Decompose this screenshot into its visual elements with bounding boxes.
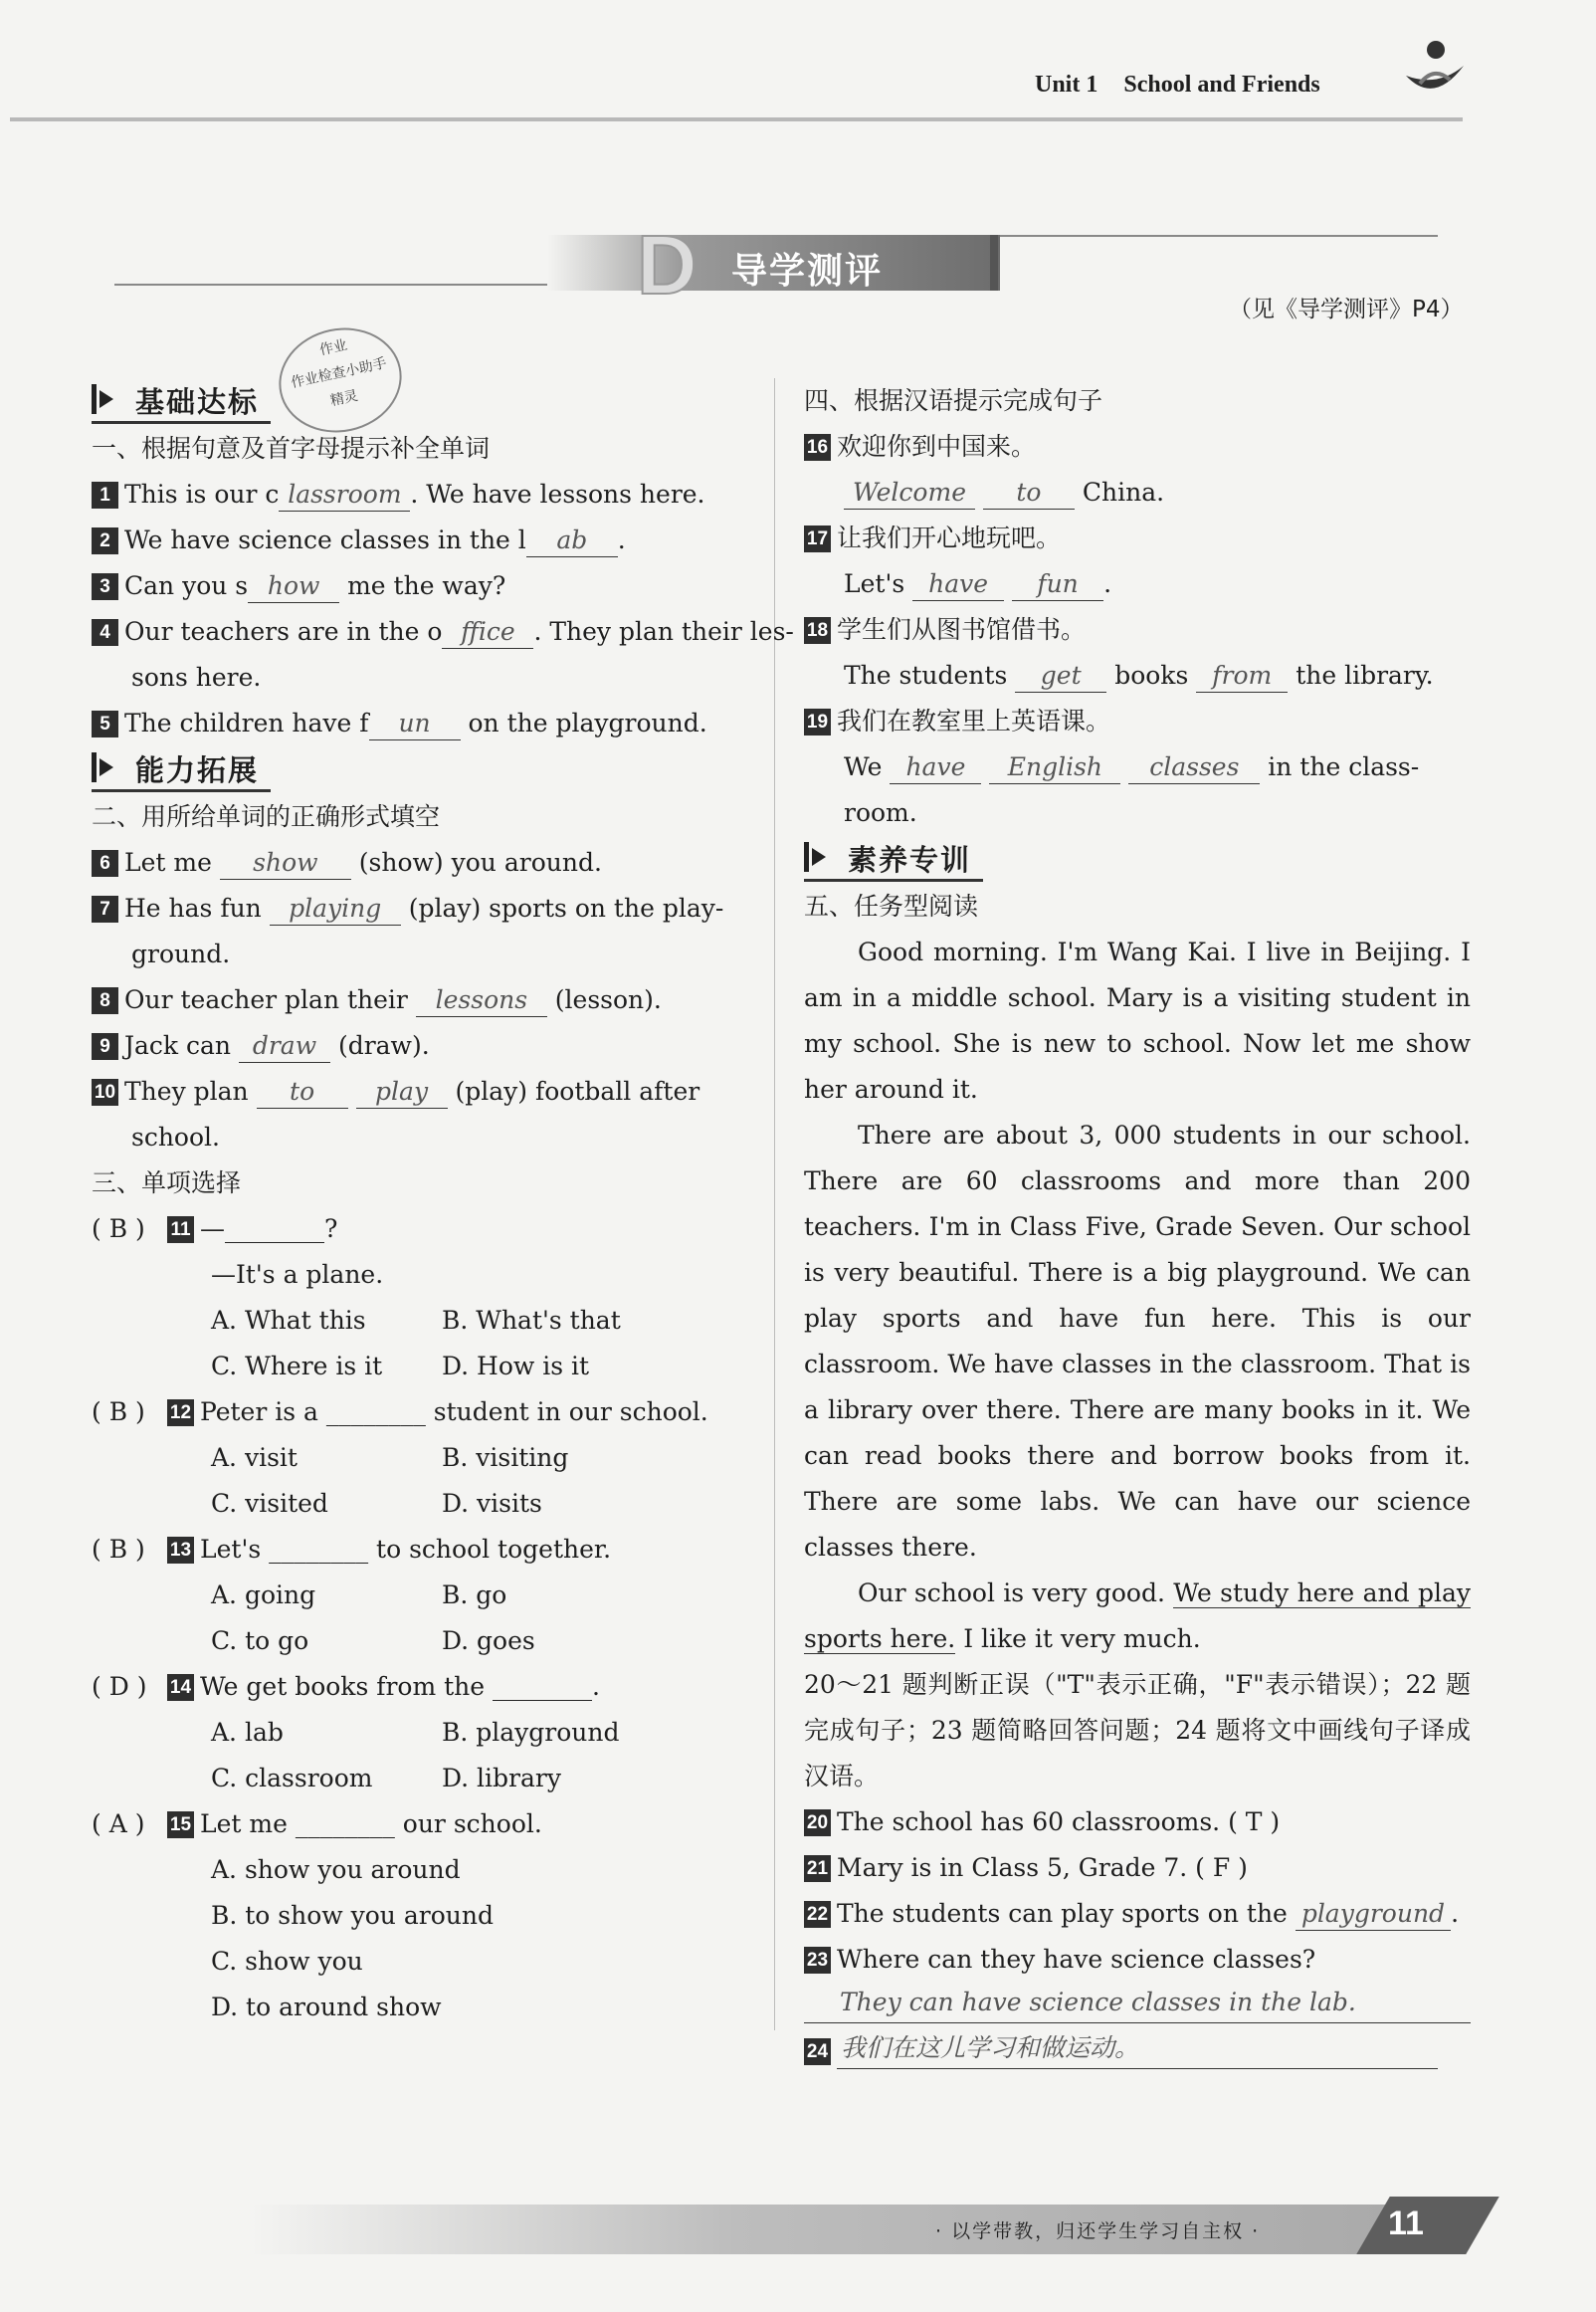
option-b[interactable]: B. visiting [442,1443,569,1472]
answer-blank[interactable]: show [220,847,351,880]
page-number-tab [1356,2197,1498,2254]
question-text-continued: sons here. [131,663,262,692]
answer-blank[interactable]: to [983,477,1075,510]
question-text: (lesson). [554,985,662,1014]
question-24 [804,2028,1471,2074]
question-14 [92,1664,758,1710]
question-text: We have science classes in the l [124,525,526,554]
question-7 [92,886,758,932]
question-number: 17 [804,525,831,552]
question-6 [92,840,758,886]
answer-blank[interactable]: classes [1128,751,1260,784]
question-text: me the way? [347,571,506,600]
paragraph-text: I like it very much. [963,1624,1201,1653]
banner-rule-right [1000,235,1438,237]
answer-blank[interactable]: lessons [416,984,547,1017]
question-3 [92,563,758,609]
option-a[interactable]: A. show you around [211,1855,461,1884]
question-number: 20 [804,1809,831,1836]
question-text: Where can they have science classes? [837,1945,1316,1974]
choice-answer: ( B ) [92,1214,145,1243]
question-text: (play) sports on the play- [408,894,724,923]
stamp-top: 作业 [317,336,349,359]
option-a[interactable]: A. visit [211,1443,298,1472]
options-row [92,1756,758,1801]
question-text: The school has 60 classrooms. [837,1807,1221,1836]
question-text: Let me [124,848,212,877]
question-22 [804,1891,1471,1937]
question-text: Our teacher plan their [124,985,408,1014]
answer-blank[interactable]: Welcome [844,477,975,510]
options-row [92,1481,758,1527]
question-text: The children have f [124,709,369,737]
option-c[interactable]: C. classroom [211,1764,373,1792]
question-text: (draw). [337,1031,430,1060]
section-underline [804,879,983,882]
question-text: the library. [1296,661,1434,690]
option-c[interactable]: C. show you [211,1947,363,1976]
option-a[interactable]: A. lab [211,1718,284,1747]
answer-blank[interactable]: from [1196,660,1288,693]
question-text: . [1451,1899,1460,1928]
question-number: 19 [804,709,831,736]
answer-blank[interactable]: ab [526,525,618,557]
question-18-answer [804,653,1471,699]
option-d[interactable]: D. goes [442,1626,535,1655]
question-number: 3 [92,573,118,600]
reading-paragraph-3 [804,1571,1471,1662]
answer-blank[interactable]: draw [239,1030,330,1063]
choice-answer: ( B ) [92,1535,145,1564]
option-d[interactable]: D. visits [442,1489,542,1518]
unit-label: Unit 1 [1035,72,1098,98]
question-number: 10 [92,1079,118,1106]
question-text: Mary is in Class 5, Grade 7. [837,1853,1188,1882]
section-basic [92,378,758,426]
question-text: He has fun [124,894,262,923]
section-arrow-icon [92,384,120,414]
question-number: 9 [92,1033,118,1060]
question-number: 8 [92,987,118,1014]
left-column [92,378,794,2030]
question-text: The students [844,661,1008,690]
unit-name: School and Friends [1123,72,1320,98]
question-number: 6 [92,850,118,877]
question-text: We [844,752,883,781]
part-heading: 五、任务型阅读 [804,892,979,921]
question-number: 12 [167,1399,194,1426]
question-number: 22 [804,1901,831,1928]
answer-blank[interactable]: fun [1012,568,1103,601]
question-text: Can you s [124,571,249,600]
question-text: The students can play sports on the [837,1899,1288,1928]
section-title: 基础达标 [135,385,260,419]
task-instructions: 20～21 题判断正误（"T"表示正确，"F"表示错误）；22 题完成句子；23 题简略回答问题；24 题将文中画线句子译成汉语。 [804,1670,1471,1790]
section-underline [92,789,271,792]
answer-blank[interactable]: get [1015,660,1106,693]
question-text: They plan [124,1077,249,1106]
answer-blank[interactable]: have [912,568,1004,601]
option-b[interactable]: B. playground [442,1718,620,1747]
part-heading: 四、根据汉语提示完成句子 [804,386,1103,415]
options-row [92,1298,758,1344]
question-text-continued: school. [131,1123,220,1152]
answer-line[interactable]: They can have science classes in the lab. [804,1983,1471,2023]
question-number: 14 [167,1674,194,1701]
judgment-answer[interactable]: ( T ) [1228,1807,1281,1836]
option-b[interactable]: B. to show you around [211,1901,494,1930]
question-text: on the playground. [468,709,707,737]
question-text: —________? [200,1214,338,1243]
option-b[interactable]: B. What's that [442,1306,621,1335]
option-d[interactable]: D. library [442,1764,561,1792]
question-13 [92,1527,758,1573]
question-text: —It's a plane. [211,1260,384,1289]
part-heading: 三、单项选择 [92,1168,242,1197]
part-heading: 一、根据句意及首字母提示补全单词 [92,434,491,463]
question-text: We get books from the ________. [200,1672,600,1701]
footer-slogan: · 以学带教，归还学生学习自主权 · [935,2220,1261,2242]
option-d[interactable]: D. How is it [442,1352,590,1380]
question-number: 4 [92,619,118,646]
stamp-bottom: 精灵 [328,387,360,410]
question-number: 24 [804,2038,831,2065]
answer-blank[interactable]: have [890,751,981,784]
section-arrow-icon [92,752,120,782]
answer-blank[interactable]: play [356,1076,448,1109]
part-heading: 二、用所给单词的正确形式填空 [92,802,441,831]
question-text: . [617,525,626,554]
option-c[interactable]: C. visited [211,1489,328,1518]
paragraph-text: Our school is very good. [858,1578,1165,1607]
question-23 [804,1937,1471,1983]
question-number: 2 [92,527,118,554]
section-title: 能力拓展 [135,753,260,787]
question-text: China. [1082,478,1165,507]
question-9 [92,1023,758,1069]
banner-title: 导学测评 [731,251,884,292]
page-number: 11 [1388,2205,1424,2242]
question-number: 23 [804,1947,831,1974]
question-16 [804,424,1471,470]
section-title: 素养专训 [848,843,972,877]
question-10 [92,1069,758,1115]
option-c[interactable]: C. Where is it [211,1352,383,1380]
question-text: Peter is a ________ student in our school. [200,1397,708,1426]
question-text: Let's [844,569,905,598]
question-number: 11 [167,1216,194,1243]
option-b[interactable]: B. go [442,1580,507,1609]
question-23-answer [804,1983,1471,2028]
chinese-prompt: 让我们开心地玩吧。 [837,524,1062,552]
options-row [92,1710,758,1756]
judgment-answer[interactable]: ( F ) [1195,1853,1248,1882]
page-header [10,60,1463,121]
answer-line[interactable]: 我们在这儿学习和做运动。 [837,2028,1438,2069]
underlined-sentence: We study here and play sports here. [804,1578,1471,1653]
question-number: 7 [92,896,118,923]
reference-note: （见《导学测评》P4） [1229,297,1464,322]
question-text: (play) football after [455,1077,700,1106]
question-text-continued: room. [844,798,917,827]
chinese-prompt: 欢迎你到中国来。 [837,432,1037,461]
question-20 [804,1799,1471,1845]
question-number: 13 [167,1537,194,1564]
question-16-answer [804,470,1471,516]
question-text: . They plan their les- [533,617,794,646]
question-19 [804,699,1471,744]
option-c[interactable]: C. to go [211,1626,309,1655]
question-11 [92,1206,758,1252]
answer-blank[interactable]: playground [1296,1898,1451,1931]
question-number: 5 [92,711,118,737]
section-arrow-icon [804,842,833,872]
reading-paragraph-1: Good morning. I'm Wang Kai. I live in Beijing. I am in a middle school. Mary is a visiting student in my school. She is new to school. Now let me show her around it. [804,938,1471,1104]
options-row [92,1618,758,1664]
question-number: 15 [167,1811,194,1838]
option-a[interactable]: A. going [211,1580,316,1609]
question-number: 16 [804,434,831,461]
options-row [92,1344,758,1389]
question-5 [92,701,758,746]
choice-answer: ( D ) [92,1672,147,1701]
right-column [804,378,1471,2074]
answer-blank[interactable]: un [369,708,461,740]
answer-blank[interactable]: playing [270,893,401,926]
section-extend [92,746,758,794]
question-15 [92,1801,758,1847]
question-12 [92,1389,758,1435]
question-text: . [1103,569,1112,598]
chinese-prompt: 我们在教室里上英语课。 [837,707,1111,736]
option-a[interactable]: A. What this [211,1306,366,1335]
question-number: 21 [804,1855,831,1882]
banner-letter: D [637,218,698,312]
answer-blank[interactable]: lassroom [279,479,410,512]
question-text: This is our c [124,480,280,509]
section-banner [547,218,1000,312]
reading-paragraph-2: There are about 3, 000 students in our school. There are 60 classrooms and more than 200 teachers. I'm in Class Five, Grade Seven. Our school is very beautiful. There is a big playground. We can play sports and have fun here. This is our classroom. We have classes in the classroom. That is a library over there. There are many books in it. We can read books there and borrow books from it. There are some labs. We can have our science classes there. [804,1121,1471,1562]
question-4 [92,609,794,655]
answer-blank[interactable]: English [989,751,1120,784]
options-row [92,1573,758,1618]
answer-blank[interactable]: to [257,1076,348,1109]
question-number: 18 [804,617,831,644]
question-text: (show) you around. [358,848,602,877]
chinese-prompt: 学生们从图书馆借书。 [837,615,1087,644]
question-17-answer [804,561,1471,607]
section-underline [92,421,271,424]
choice-answer: ( A ) [92,1809,145,1838]
option-d[interactable]: D. to around show [211,1993,442,2021]
question-19-answer [804,744,1471,790]
options-row [92,1435,758,1481]
page-footer [249,2205,1463,2254]
banner-bar [990,235,998,291]
question-text: Jack can [124,1031,232,1060]
question-text: . We have lessons here. [410,480,705,509]
unit-title [1035,72,1346,99]
question-21 [804,1845,1471,1891]
question-text: Our teachers are in the o [124,617,443,646]
question-text: Let's ________ to school together. [200,1535,612,1564]
question-17 [804,516,1471,561]
question-8 [92,977,758,1023]
section-literacy [804,836,1471,884]
question-1 [92,472,758,518]
reading-person-logo-icon [1398,36,1468,115]
answer-blank[interactable]: ffice [442,616,533,649]
question-number: 1 [92,482,118,509]
question-text: Let me ________ our school. [200,1809,542,1838]
question-18 [804,607,1471,653]
stamp-middle: 作业检查小助手 [289,355,389,392]
choice-answer: ( B ) [92,1397,145,1426]
question-text-continued: ground. [131,940,231,968]
question-text: books [1114,661,1189,690]
question-text: in the class- [1268,752,1420,781]
question-2 [92,518,758,563]
answer-blank[interactable]: how [248,570,339,603]
